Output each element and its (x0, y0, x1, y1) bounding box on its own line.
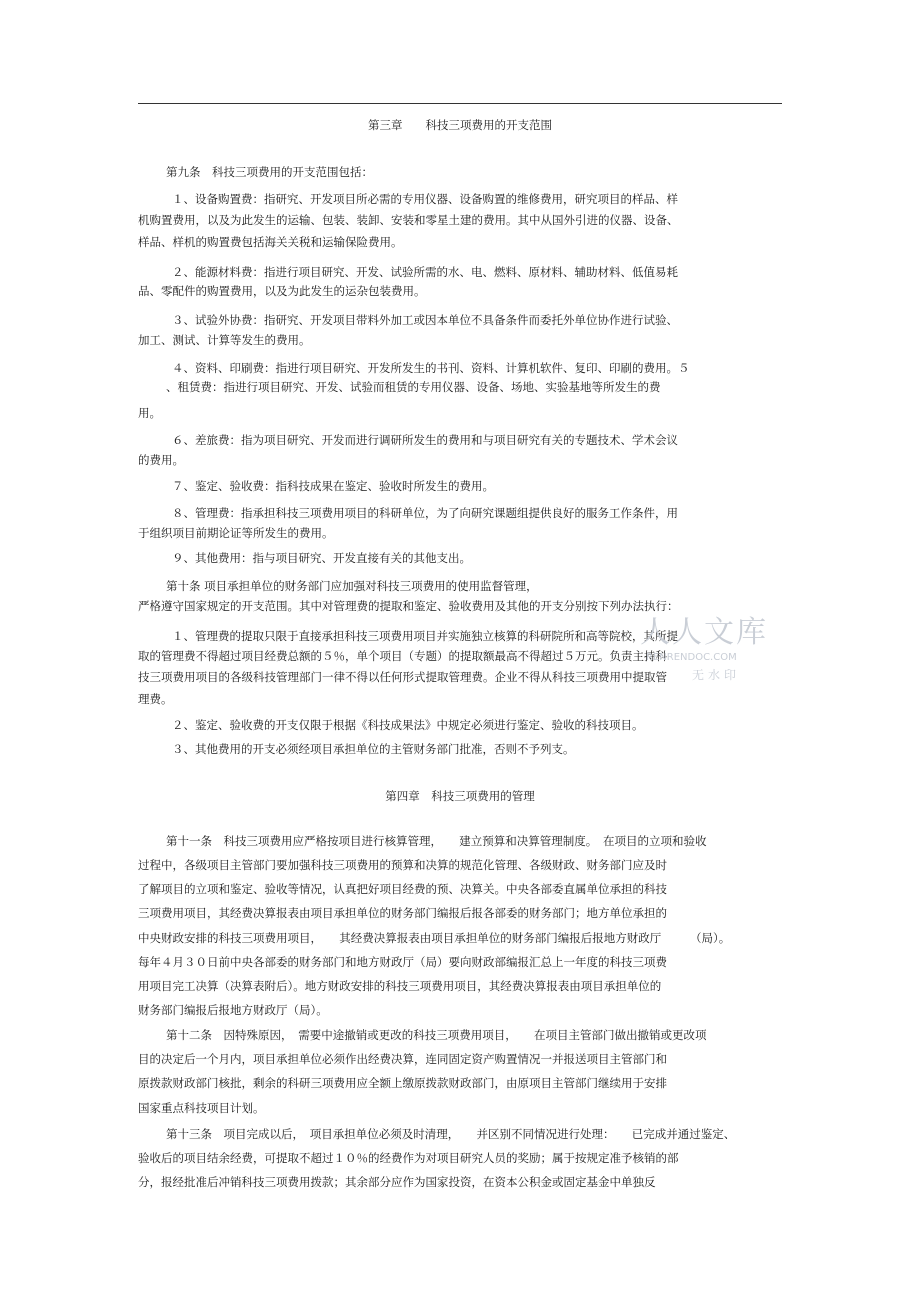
watermark-tag: 无水印 (692, 668, 741, 682)
text-line: ３、试验外协费：指研究、开发项目带料外加工或因本单位不具备条件而委托外单位协作进行试验、 (172, 313, 678, 327)
article-11-heading: 第十一条 科技三项费用应严格按项目进行核算管理， 建立预算和决算管理制度。 在项目的立项和验收 (166, 834, 707, 848)
text-line: 了解项目的立项和鉴定、验收等情况，认真把好项目经费的预、决算关。中央各部委直属单位承担的科技 (138, 882, 667, 896)
text-line: 国家重点科技项目计划。 (138, 1101, 265, 1115)
chapter-3-title: 第三章 科技三项费用的开支范围 (368, 118, 552, 132)
article-9-heading: 第九条 科技三项费用的开支范围包括： (166, 165, 373, 179)
watermark-site: RENRENDOC.COM (646, 652, 737, 663)
text-line: ４、资料、印刷费：指进行项目研究、开发所发生的书刊、资料、计算机软件、复印、印刷的费用。５ (172, 361, 690, 375)
text-line: 样品、样机的购置费包括海关关税和运输保险费用。 (138, 235, 403, 249)
watermark-brand: 人人文库 (640, 615, 768, 650)
watermark-logo (640, 616, 780, 686)
text-line: ９、其他费用：指与项目研究、开发直接有关的其他支出。 (172, 551, 471, 565)
text-line: 分，报经批准后冲销科技三项费用拨款；其余部分应作为国家投资，在资本公积金或固定基金中单独反 (138, 1175, 656, 1189)
text-line: 取的管理费不得超过项目经费总额的５％，单个项目（专题）的提取额最高不得超过５万元。负责主持科 (138, 649, 667, 663)
text-line: 机购置费用，以及为此发生的运输、包装、装卸、安装和零星土建的费用。其中从国外引进的仪器、设备、 (138, 213, 679, 227)
text-line: 加工、测试、计算等发生的费用。 (138, 333, 311, 347)
article-13-heading: 第十三条 项目完成以后， 项目承担单位必须及时清理， 并区别不同情况进行处理： 已完成并通过鉴定、 (166, 1127, 736, 1141)
text-line: 目的决定后一个月内，项目承担单位必须作出经费决算，连同固定资产购置情况一并报送项目主管部门和 (138, 1052, 667, 1066)
top-rule (138, 103, 782, 104)
text-line: 用项目完工决算（决算表附后）。地方财政安排的科技三项费用项目，其经费决算报表由项目承担单位的 (138, 979, 662, 993)
text-line: 用。 (138, 406, 161, 420)
text-line: 中央财政安排的科技三项费用项目， 其经费决算报表由项目承担单位的财务部门编报后报地方财政厅 （局）。 (138, 931, 731, 945)
text-line: ２、能源材料费：指进行项目研究、开发、试验所需的水、电、燃料、原材料、辅助材料、低值易耗 (172, 265, 678, 279)
text-line: 三项费用项目，其经费决算报表由项目承担单位的财务部门编报后报各部委的财务部门；地方单位承担的 (138, 906, 667, 920)
text-line: １、设备购置费：指研究、开发项目所必需的专用仪器、设备购置的维修费用，研究项目的样品、样 (172, 192, 678, 206)
text-line: １、管理费的提取只限于直接承担科技三项费用项目并实施独立核算的科研院所和高等院校，其所提 (172, 629, 678, 643)
article-10-heading: 第十条 项目承担单位的财务部门应加强对科技三项费用的使用监督管理， (166, 579, 538, 593)
text-line: 技三项费用项目的各级科技管理部门一律不得以任何形式提取管理费。企业不得从科技三项费用中提取管 (138, 670, 667, 684)
text-line: 验收后的项目结余经费，可提取不超过１０％的经费作为对项目研究人员的奖励；属于按规定准予核销的部 (138, 1151, 679, 1165)
text-line: ２、鉴定、验收费的开支仅限于根据《科技成果法》中规定必须进行鉴定、验收的科技项目。 (172, 718, 644, 732)
text-line: 严格遵守国家规定的开支范围。其中对管理费的提取和鉴定、验收费用及其他的开支分别按下列办法执行： (138, 599, 679, 613)
text-line: 原拨款财政部门核批，剩余的科研三项费用应全额上缴原拨款财政部门，由原项目主管部门继续用于安排 (138, 1076, 667, 1090)
text-line: ７、鉴定、验收费：指科技成果在鉴定、验收时所发生的费用。 (172, 479, 494, 493)
text-line: ８、管理费：指承担科技三项费用项目的科研单位，为了向研究课题组提供良好的服务工作条件，用 (172, 506, 678, 520)
text-line: 、租赁费：指进行项目研究、开发、试验而租赁的专用仪器、设备、场地、实验基地等所发生的费 (166, 380, 661, 394)
text-line: ３、其他费用的开支必须经项目承担单位的主管财务部门批准，否则不予列支。 (172, 742, 575, 756)
text-line: ６、差旅费：指为项目研究、开发而进行调研所发生的费用和与项目研究有关的专题技术、学术会议 (172, 433, 678, 447)
text-line: 品、零配件的购置费用，以及为此发生的运杂包装费用。 (138, 284, 426, 298)
text-line: 于组织项目前期论证等所发生的费用。 (138, 526, 334, 540)
text-line: 理费。 (138, 692, 173, 706)
text-line: 的费用。 (138, 453, 184, 467)
article-12-heading: 第十二条 因特殊原因， 需要中途撤销或更改的科技三项费用项目， 在项目主管部门做出撤销或更改项 (166, 1028, 707, 1042)
text-line: 每年４月３０日前中央各部委的财务部门和地方财政厅（局）要向财政部编报汇总上一年度的科技三项费 (138, 955, 667, 969)
text-line: 财务部门编报后报地方财政厅（局）。 (138, 1003, 328, 1017)
chapter-4-title: 第四章 科技三项费用的管理 (385, 789, 535, 803)
text-line: 过程中，各级项目主管部门要加强科技三项费用的预算和决算的规范化管理、各级财政、财务部门应及时 (138, 858, 667, 872)
